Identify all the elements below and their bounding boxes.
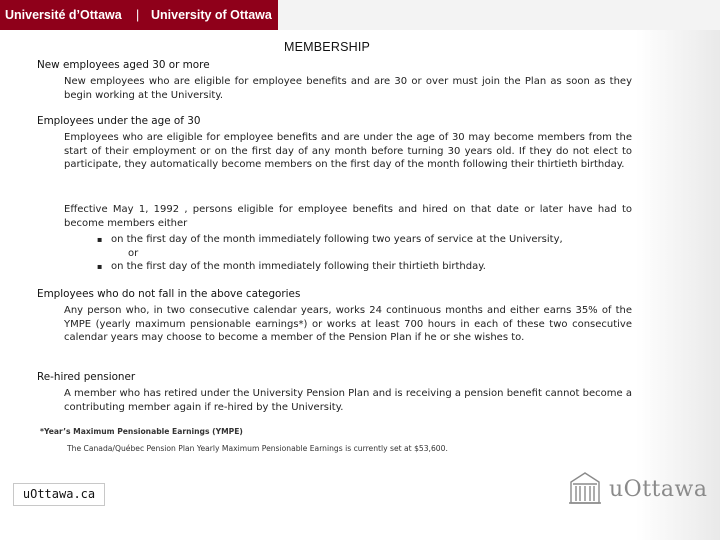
list-item <box>97 260 486 274</box>
header-french-name: Université d’Ottawa <box>5 8 122 22</box>
logo-wordmark: uOttawa <box>609 477 708 502</box>
section-heading-rehired: Re-hired pensioner <box>37 371 136 383</box>
uottawa-logo <box>567 470 707 506</box>
footnote-text: The Canada/Québec Pension Plan Yearly Maximum Pensionable Earnings is currently set at $53,600. <box>67 444 448 453</box>
or-separator: or <box>128 247 139 259</box>
bullet-icon: ▪ <box>97 262 103 272</box>
section-heading-new-employees: New employees aged 30 or more <box>37 59 210 71</box>
list-item <box>97 233 563 247</box>
section-text-other-categories: Any person who, in two consecutive calendar years, works 24 continuous months and either earns 35% of the YMPE (yearly maximum pensionable earnings*) or works at least 700 hours in each of these two consecutive calendar years may choose to become a member of the Pension Plan if he or she wishes to. <box>64 305 632 344</box>
section-text-rehired: A member who has retired under the University Pension Plan and is receiving a pension benefit cannot become a contributing member again if re-hired by the University. <box>64 388 632 413</box>
section-text-under-30: Employees who are eligible for employee benefits and are under the age of 30 may become members from the start of their employment or on the first day of any month before turning 30 years old. If they do not elect to participate, they automatically become members on the first day of the month following their thirtieth birthday. <box>64 132 632 171</box>
footnote-title: *Year’s Maximum Pensionable Earnings (YMPE) <box>40 427 243 436</box>
page-title: MEMBERSHIP <box>284 40 371 54</box>
section-text-effective-1992: Effective May 1, 1992 , persons eligible for employee benefits and hired on that date or later have had to become members either <box>64 204 632 229</box>
list-item-text: on the first day of the month immediately following their thirtieth birthday. <box>111 261 486 273</box>
section-heading-other-categories: Employees who do not fall in the above categories <box>37 288 301 300</box>
list-item-text: on the first day of the month immediately following two years of service at the University, <box>111 234 563 245</box>
university-building-icon <box>567 470 603 506</box>
site-link[interactable]: uOttawa.ca <box>13 483 105 506</box>
section-heading-under-30: Employees under the age of 30 <box>37 115 201 127</box>
header-english-name: University of Ottawa <box>151 8 272 22</box>
bullet-icon: ▪ <box>97 235 103 244</box>
header-separator: | <box>136 8 140 22</box>
section-text-new-employees: New employees who are eligible for employee benefits and are 30 or over must join the Plan as soon as they begin working at the University. <box>64 76 632 101</box>
